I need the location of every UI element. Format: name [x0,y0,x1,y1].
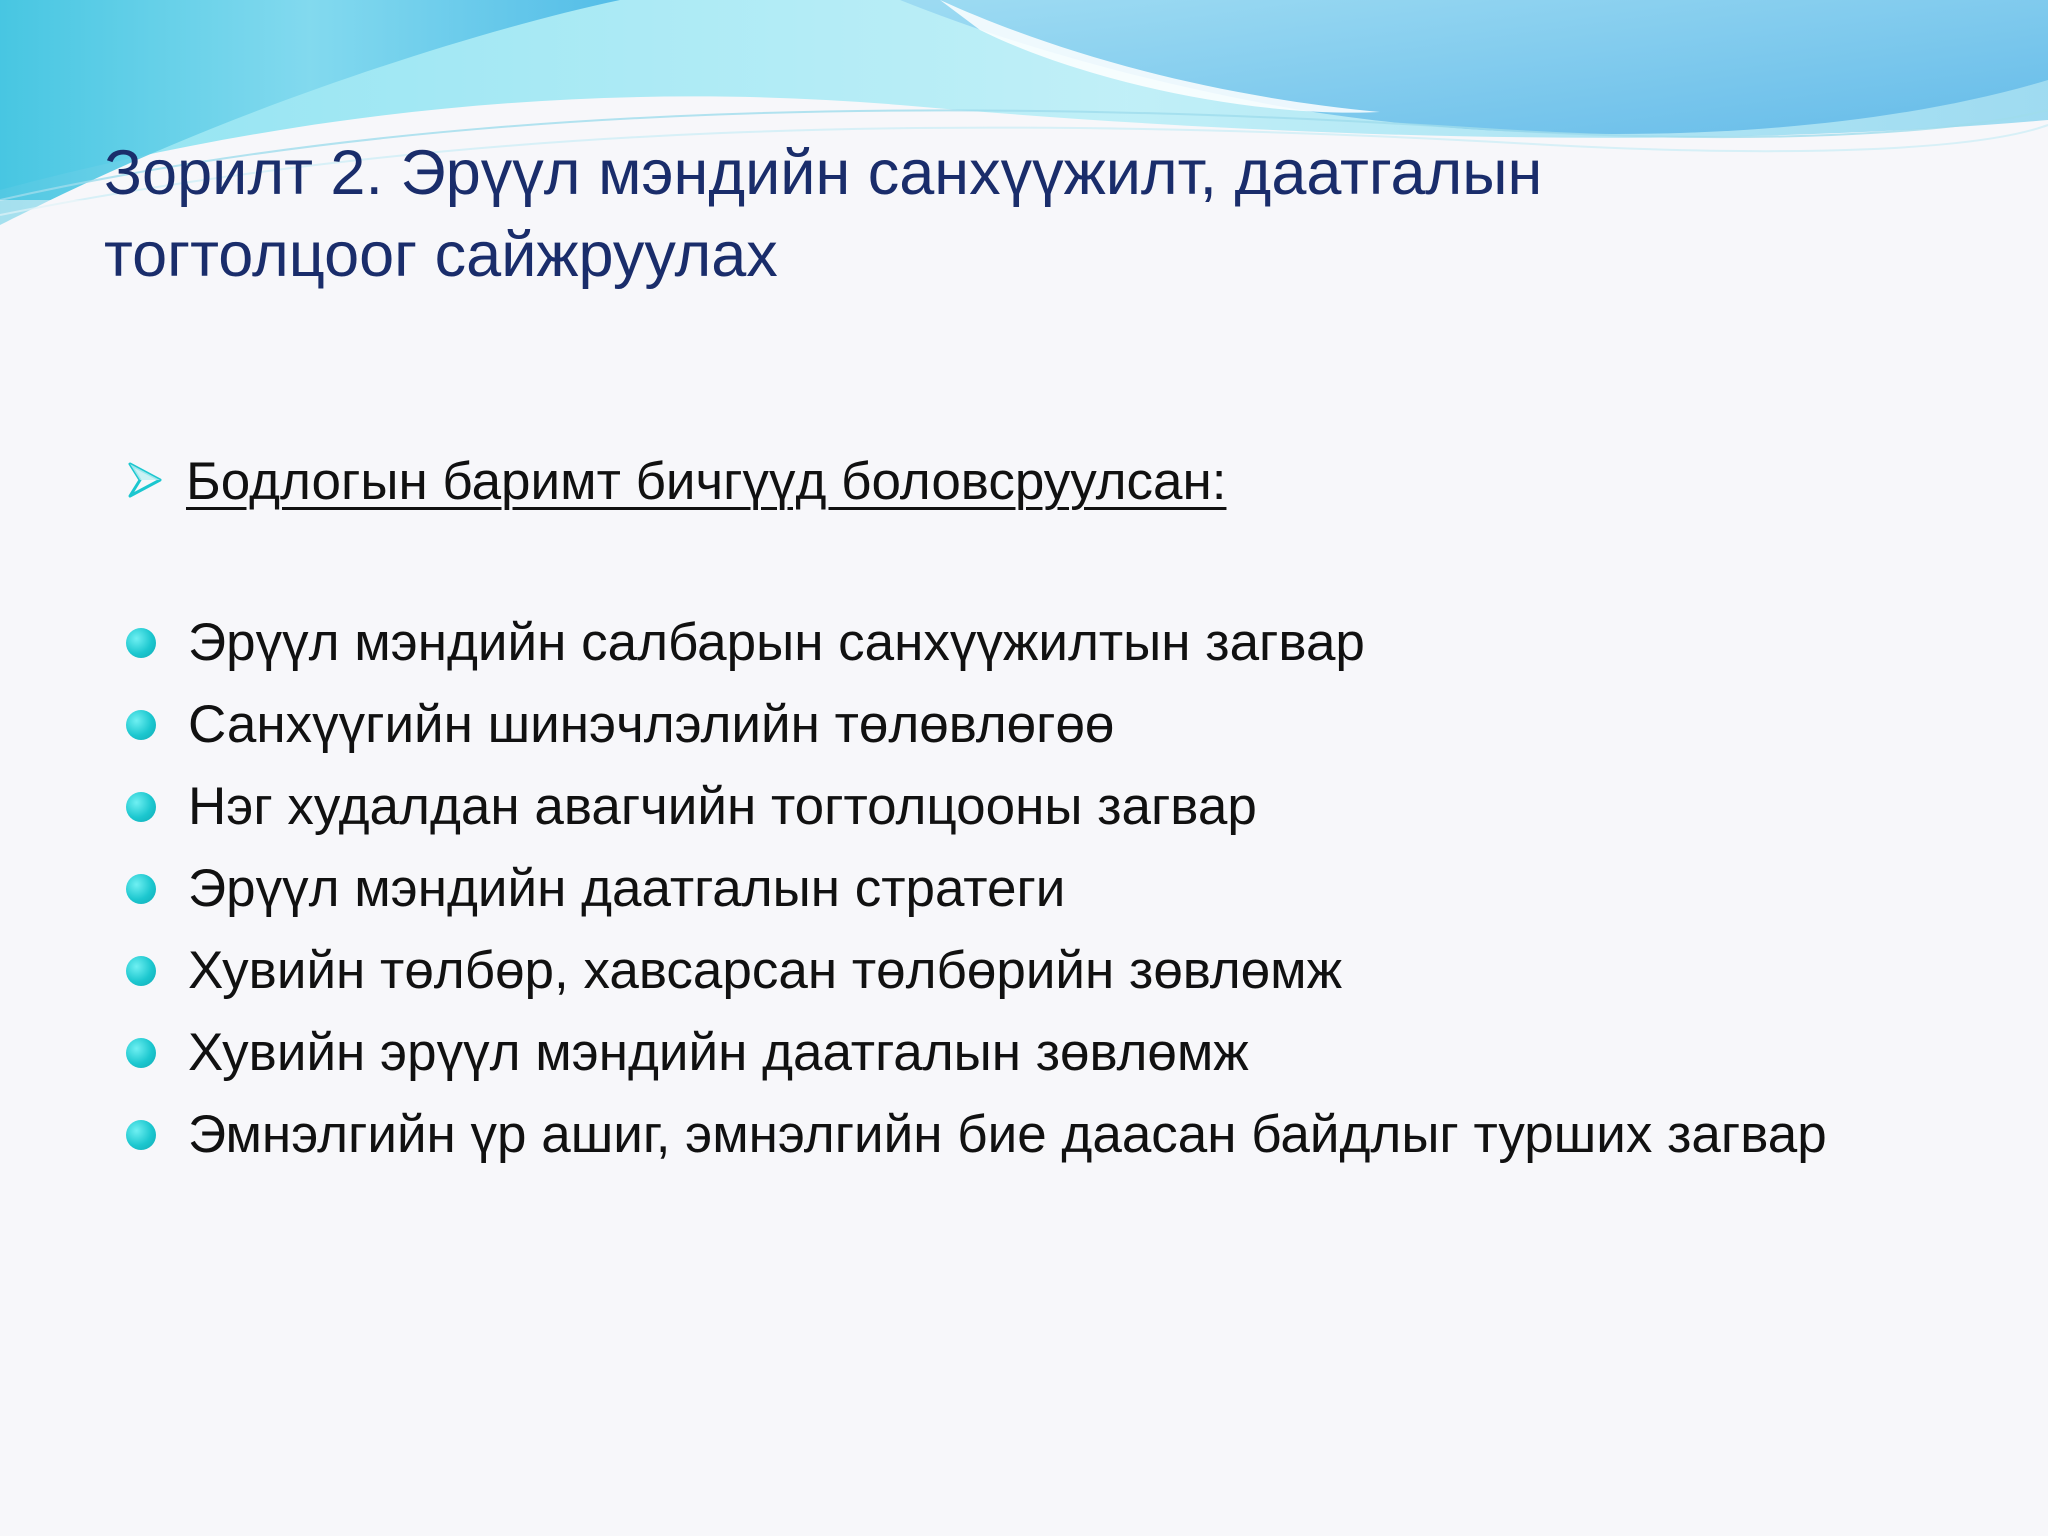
list-item [126,772,1926,842]
bullet-text: Эмнэлгийн үр ашиг, эмнэлгийн бие даасан байдлыг турших загвар [188,1105,1827,1164]
teal-dot-icon [126,874,156,904]
teal-dot-icon [126,792,156,822]
teal-dot-icon [126,628,156,658]
teal-dot-icon [126,956,156,986]
teal-dot-icon [126,710,156,740]
bullet-text: Эрүүл мэндийн салбарын санхүүжилтын загвар [188,613,1365,672]
list-item [126,608,1926,678]
bullet-text: Санхүүгийн шинэчлэлийн төлөвлөгөө [188,695,1115,754]
teal-dot-icon [126,1120,156,1150]
subheading [126,442,1226,522]
list-item [126,1100,1926,1170]
teal-dot-icon [126,1038,156,1068]
subheading-text: Бодлогын баримт бичгүүд боловсруулсан: [186,452,1227,511]
bullet-text: Эрүүл мэндийн даатгалын стратеги [188,859,1066,918]
arrow-bullet-icon [126,460,164,500]
list-item [126,936,1926,1006]
list-item [126,1018,1926,1088]
bullet-text: Нэг худалдан авагчийн тогтолцооны загвар [188,777,1257,836]
bullet-text: Хувийн төлбөр, хавсарсан төлбөрийн зөвлөмж [188,941,1343,1000]
slide-title [104,132,1864,296]
list-item [126,690,1926,760]
list-item [126,854,1926,924]
bullet-list [126,608,1926,1182]
title-line-2: тогтолцоог сайжруулах [104,220,778,290]
title-line-1: Зорилт 2. Эрүүл мэндийн санхүүжилт, даатгалын [104,138,1543,208]
bullet-text: Хувийн эрүүл мэндийн даатгалын зөвлөмж [188,1023,1249,1082]
